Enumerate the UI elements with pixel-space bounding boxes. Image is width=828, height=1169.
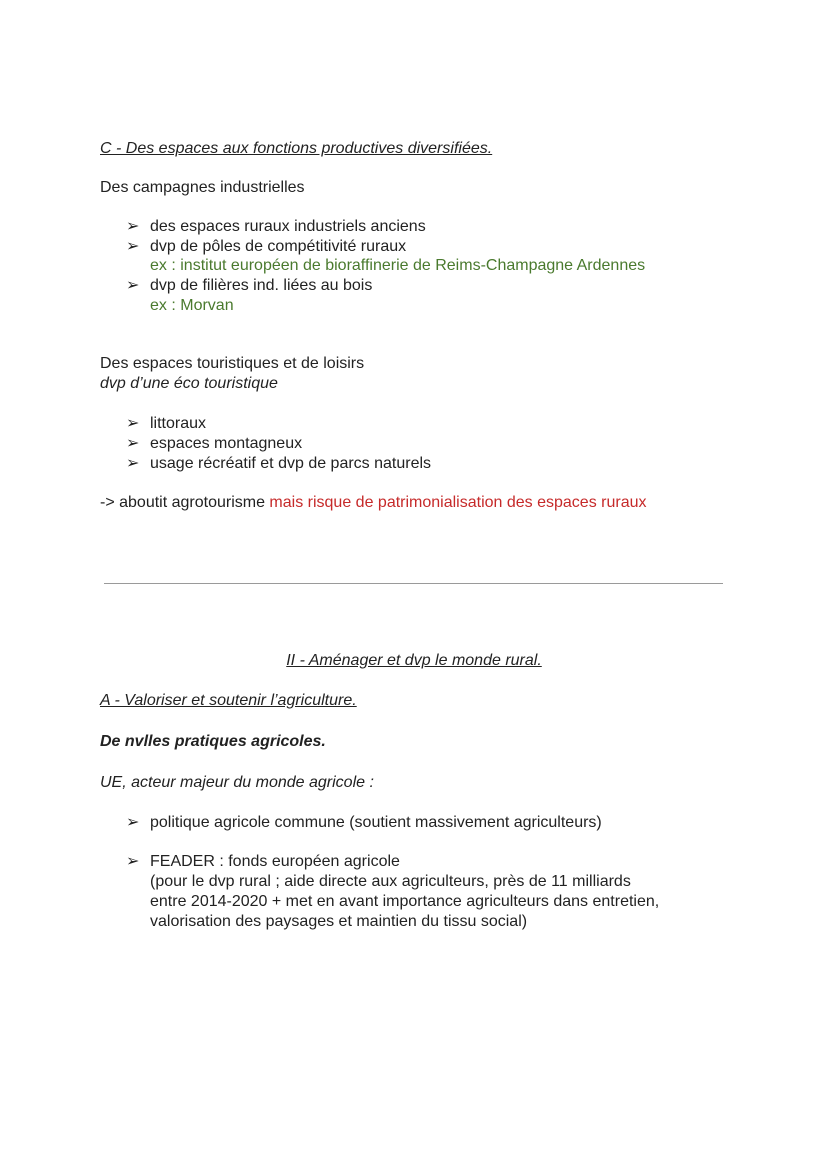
bullet-arrow-icon: ➢ [126, 455, 140, 472]
conclusion-prefix: -> aboutit agrotourisme [100, 494, 270, 511]
bullet-arrow-icon: ➢ [126, 238, 140, 255]
conclusion-highlight: mais risque de patrimonialisation des espaces ruraux [269, 494, 647, 511]
ue-item-line: FEADER : fonds européen agricole [150, 853, 400, 870]
section-a-bold-title: De nvlles pratiques agricoles. [100, 733, 326, 750]
industrial-title: Des campagnes industrielles [100, 179, 305, 196]
tourism-title: Des espaces touristiques et de loisirs [100, 355, 365, 372]
bullet-arrow-icon: ➢ [126, 435, 140, 452]
tourism-subtitle: dvp d’une éco touristique [100, 375, 278, 392]
bullet-arrow-icon: ➢ [126, 814, 140, 831]
ue-item: politique agricole commune (soutient massivement agriculteurs) [150, 814, 602, 831]
ue-title: UE, acteur majeur du monde agricole : [100, 774, 374, 791]
ue-item-line: (pour le dvp rural ; aide directe aux agriculteurs, près de 11 milliards [150, 873, 631, 890]
bullet-arrow-icon: ➢ [126, 277, 140, 294]
tourism-item: usage récréatif et dvp de parcs naturels [150, 455, 432, 472]
bullet-arrow-icon: ➢ [126, 853, 140, 870]
industrial-example: ex : institut européen de bioraffinerie de Reims-Champagne Ardennes [150, 257, 646, 274]
tourism-item: espaces montagneux [150, 435, 303, 452]
tourism-item: littoraux [150, 415, 207, 432]
section-c-heading: C - Des espaces aux fonctions productives diversifiées. [100, 140, 493, 157]
bullet-arrow-icon: ➢ [126, 415, 140, 432]
industrial-example: ex : Morvan [150, 297, 234, 314]
ue-item-line: entre 2014-2020 + met en avant importance agriculteurs dans entretien, [150, 893, 660, 910]
ue-item-line: valorisation des paysages et maintien du tissu social) [150, 913, 528, 930]
bullet-arrow-icon: ➢ [126, 218, 140, 235]
horizontal-divider [104, 583, 723, 584]
conclusion-line [100, 493, 647, 513]
industrial-item: dvp de filières ind. liées au bois [150, 277, 373, 294]
industrial-item: des espaces ruraux industriels anciens [150, 218, 426, 235]
part-2-heading: II - Aménager et dvp le monde rural. [286, 652, 542, 669]
section-a-heading: A - Valoriser et soutenir l’agriculture. [100, 692, 357, 709]
industrial-item: dvp de pôles de compétitivité ruraux [150, 238, 407, 255]
